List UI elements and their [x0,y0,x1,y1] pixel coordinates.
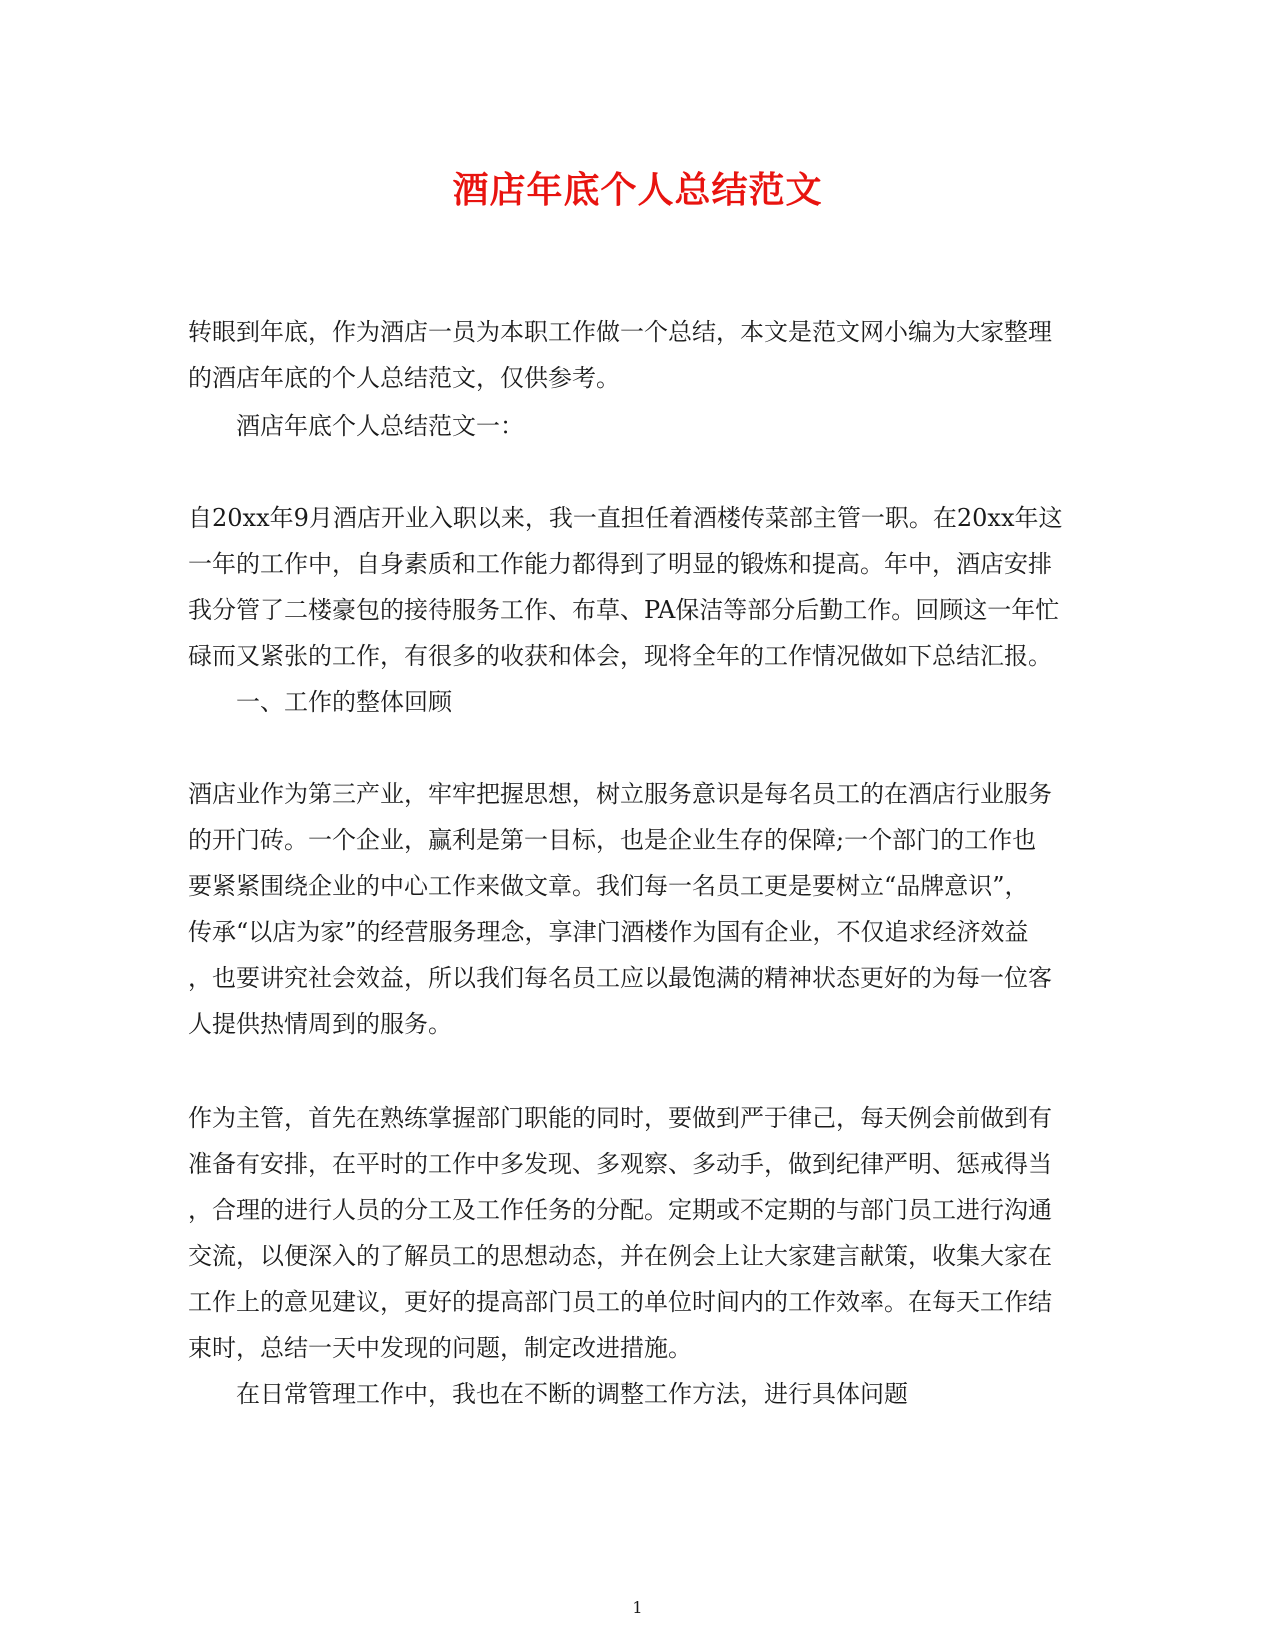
paragraph-line: ，合理的进行人员的分工及工作任务的分配。定期或不定期的与部门员工进行沟通 [188,1196,1052,1224]
paragraph-line: 我分管了二楼豪包的接待服务工作、布草、PA保洁等部分后勤工作。回顾这一年忙 [188,596,1060,624]
page-number: 1 [632,1598,643,1617]
paragraph-line: 要紧紧围绕企业的中心工作来做文章。我们每一名员工更是要树立“品牌意识”， [188,872,1029,900]
paragraph-line: 准备有安排，在平时的工作中多发现、多观察、多动手，做到纪律严明、惩戒得当 [188,1150,1052,1178]
section-heading: 酒店年底个人总结范文一： [236,412,524,440]
paragraph-line: 的开门砖。一个企业，赢利是第一目标，也是企业生存的保障;一个部门的工作也 [188,826,1037,854]
document-title: 酒店年底个人总结范文 [452,169,823,211]
paragraph-line: 传承“以店为家”的经营服务理念，享津门酒楼作为国有企业，不仅追求经济效益 [188,918,1029,946]
paragraph-line: 束时，总结一天中发现的问题，制定改进措施。 [188,1334,692,1362]
paragraph-line: 酒店业作为第三产业，牢牢把握思想，树立服务意识是每名员工的在酒店行业服务 [188,780,1052,808]
paragraph-line: 碌而又紧张的工作，有很多的收获和体会，现将全年的工作情况做如下总结汇报。 [188,642,1052,670]
paragraph-line: 一年的工作中，自身素质和工作能力都得到了明显的锻炼和提高。年中，酒店安排 [188,550,1052,578]
paragraph-line: 工作上的意见建议，更好的提高部门员工的单位时间内的工作效率。在每天工作结 [188,1288,1052,1316]
paragraph-line: 交流，以便深入的了解员工的思想动态，并在例会上让大家建言献策，收集大家在 [188,1242,1052,1270]
subheading: 一、工作的整体回顾 [236,688,452,716]
intro-line: 转眼到年底，作为酒店一员为本职工作做一个总结，本文是范文网小编为大家整理 [188,318,1052,346]
paragraph-line: 自20xx年9月酒店开业入职以来，我一直担任着酒楼传菜部主管一职。在20xx年这 [188,504,1063,532]
paragraph-line: 在日常管理工作中，我也在不断的调整工作方法，进行具体问题 [236,1380,908,1408]
paragraph-line: 作为主管，首先在熟练掌握部门职能的同时，要做到严于律己，每天例会前做到有 [188,1104,1052,1132]
paragraph-line: ，也要讲究社会效益，所以我们每名员工应以最饱满的精神状态更好的为每一位客 [188,964,1052,992]
paragraph-line: 人提供热情周到的服务。 [188,1010,452,1038]
intro-line: 的酒店年底的个人总结范文，仅供参考。 [188,364,620,392]
